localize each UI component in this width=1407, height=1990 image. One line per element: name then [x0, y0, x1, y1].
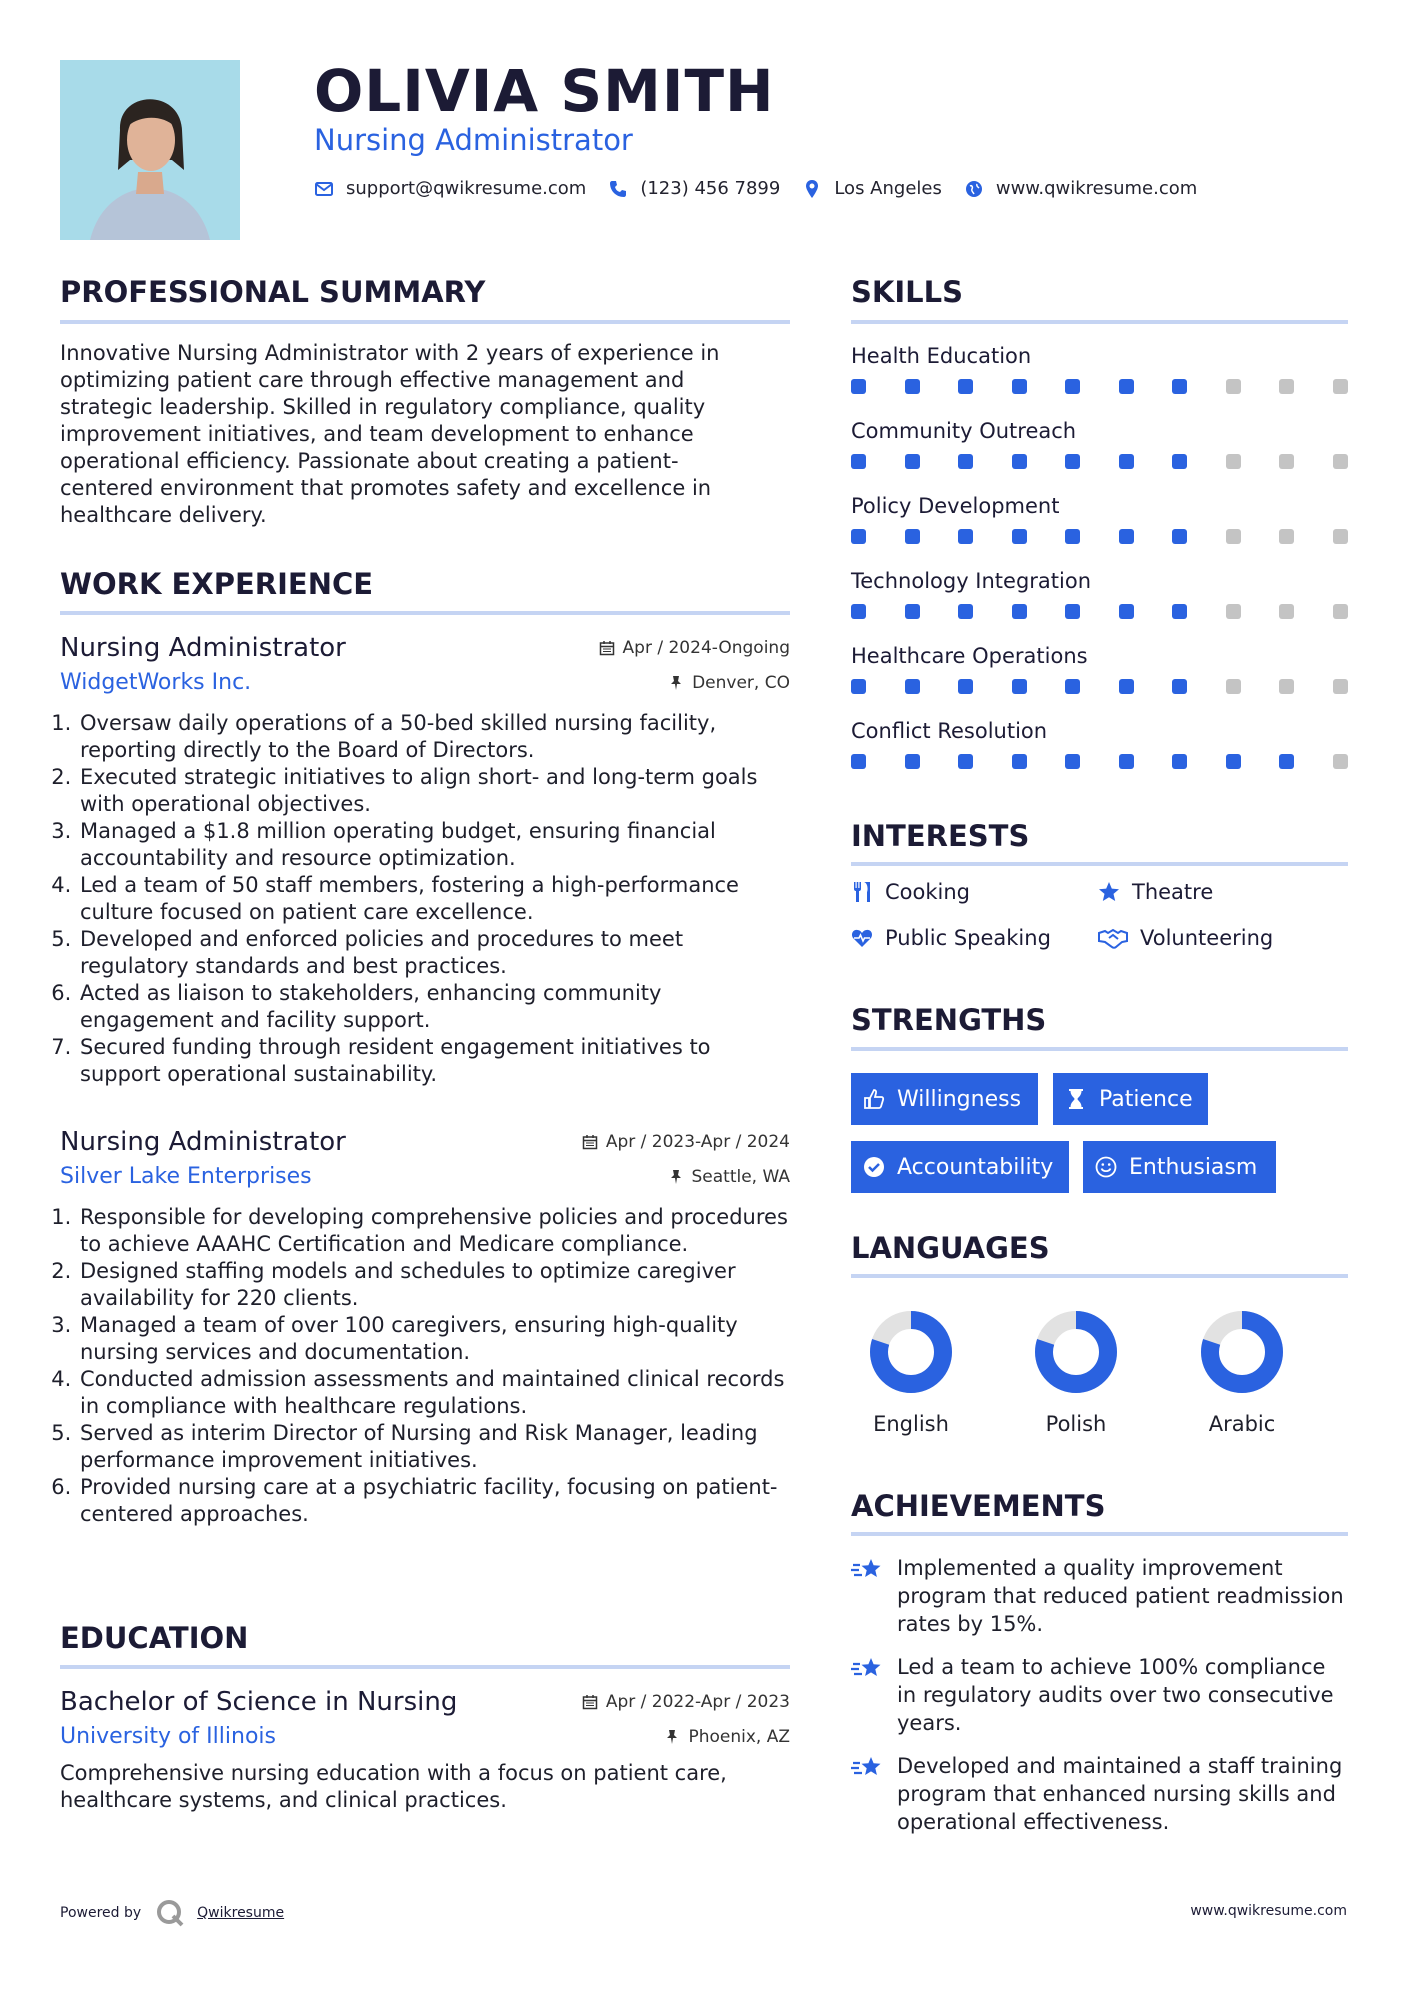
- job-location-text: Denver, CO: [692, 673, 790, 693]
- skill-dot-filled: [851, 754, 866, 769]
- skill-item: [851, 416, 1351, 469]
- skill-dot-filled: [1172, 379, 1187, 394]
- strength-badge: [1053, 1073, 1208, 1125]
- shooting-star-icon: [851, 1655, 885, 1685]
- summary-text: [60, 340, 790, 529]
- achievements-heading: ACHIEVEMENTS: [851, 1489, 1106, 1523]
- skill-dot-empty: [1333, 679, 1348, 694]
- skill-dot-filled: [958, 754, 973, 769]
- skill-dot-filled: [1226, 754, 1241, 769]
- skill-dot-filled: [1065, 529, 1080, 544]
- skill-dot-filled: [851, 454, 866, 469]
- skill-dot-filled: [958, 679, 973, 694]
- skill-dot-filled: [958, 604, 973, 619]
- skill-dot-filled: [1172, 679, 1187, 694]
- summary-line: operational efficiency. Passionate about creating a patient-: [60, 449, 679, 473]
- skill-dot-filled: [958, 529, 973, 544]
- experience-rule: [60, 611, 790, 615]
- language-item: [1016, 1307, 1136, 1439]
- skill-dot-filled: [1065, 454, 1080, 469]
- email-text: support@qwikresume.com: [346, 178, 587, 199]
- skill-dot-filled: [958, 454, 973, 469]
- candidate-name: OLIVIA SMITH: [314, 57, 775, 125]
- language-name: Polish: [1045, 1412, 1107, 1436]
- list-item: 4. Conducted admission assessments and maintained clinical records in compliance with healthcare regulations.: [78, 1366, 790, 1420]
- skill-dot-filled: [905, 754, 920, 769]
- pin-icon: [668, 675, 684, 691]
- skill-item: [851, 641, 1351, 694]
- job-entry: [60, 630, 790, 1088]
- pin-icon: [664, 1729, 680, 1745]
- skill-item: [851, 491, 1351, 544]
- job-location: [668, 673, 790, 693]
- heartbeat-icon: [851, 927, 873, 949]
- location-text: Los Angeles: [834, 178, 942, 199]
- envelope-icon: [314, 179, 334, 199]
- summary-line: centered environment that promotes safety and excellence in: [60, 476, 712, 500]
- skill-dot-empty: [1226, 679, 1241, 694]
- interest-cooking: [851, 880, 970, 904]
- skill-dot-filled: [1172, 604, 1187, 619]
- skill-dot-filled: [1012, 529, 1027, 544]
- strength-badge: [851, 1141, 1069, 1193]
- shooting-star-icon: [851, 1754, 885, 1784]
- skill-name: Technology Integration: [851, 569, 1092, 593]
- skill-dot-empty: [1226, 604, 1241, 619]
- skill-rating: [851, 754, 1348, 769]
- phone-icon: [608, 179, 628, 199]
- education-dates-text: Apr / 2022-Apr / 2023: [605, 1692, 790, 1712]
- skill-dot-empty: [1333, 379, 1348, 394]
- skill-dot-filled: [905, 679, 920, 694]
- strength-label: Accountability: [897, 1154, 1054, 1180]
- skill-dot-empty: [1279, 379, 1294, 394]
- skill-dot-empty: [1279, 529, 1294, 544]
- shooting-star-icon: [851, 1556, 885, 1586]
- skill-dot-filled: [1119, 604, 1134, 619]
- list-item: 3. Managed a $1.8 million operating budget, ensuring financial accountability and resource optimization.: [78, 818, 790, 872]
- skill-dot-filled: [1065, 604, 1080, 619]
- star-icon: [1098, 881, 1120, 903]
- hourglass-icon: [1065, 1088, 1087, 1110]
- list-item: 6. Acted as liaison to stakeholders, enhancing community engagement and facility support.: [78, 980, 790, 1034]
- skills-heading: SKILLS: [851, 275, 963, 309]
- interest-label: Theatre: [1132, 880, 1214, 904]
- footer-powered-by: [60, 1898, 284, 1928]
- skill-dot-filled: [905, 604, 920, 619]
- list-item: 1. Responsible for developing comprehensive policies and procedures to achieve AAAHC Certification and Medicare compliance.: [78, 1204, 790, 1258]
- skill-name: Conflict Resolution: [851, 719, 1048, 743]
- list-item: 2. Designed staffing models and schedules to optimize caregiver availability for 220 clients.: [78, 1258, 790, 1312]
- job-dates: [582, 1132, 790, 1152]
- qwikresume-logo-icon: [155, 1898, 185, 1928]
- job-location: [668, 1167, 791, 1187]
- list-item: 3. Managed a team of over 100 caregivers, ensuring high-quality nursing services and documentation.: [78, 1312, 790, 1366]
- job-duties: [60, 710, 790, 1088]
- education-location-text: Phoenix, AZ: [688, 1727, 790, 1747]
- skill-dot-empty: [1333, 754, 1348, 769]
- education-description: Comprehensive nursing education with a focus on patient care, healthcare systems, and clinical practices.: [60, 1761, 727, 1812]
- skill-dot-filled: [1172, 529, 1187, 544]
- interest-label: Volunteering: [1140, 926, 1274, 950]
- job-title: Nursing Administrator: [60, 633, 346, 663]
- interest-public-speaking: [851, 926, 1051, 950]
- education-entry: [60, 1684, 790, 1814]
- skill-rating: [851, 529, 1348, 544]
- smile-icon: [1095, 1156, 1117, 1178]
- contact-location: [802, 178, 942, 199]
- language-item: [851, 1307, 971, 1439]
- achievement-item: [851, 1554, 1351, 1638]
- skill-dot-empty: [1279, 679, 1294, 694]
- interests-heading: INTERESTS: [851, 819, 1030, 853]
- skill-rating: [851, 454, 1348, 469]
- skill-dot-filled: [1119, 454, 1134, 469]
- summary-heading: PROFESSIONAL SUMMARY: [60, 275, 486, 309]
- language-name: English: [873, 1412, 949, 1436]
- skill-dot-filled: [905, 454, 920, 469]
- language-name: Arabic: [1208, 1412, 1276, 1436]
- website-text: www.qwikresume.com: [995, 178, 1198, 199]
- job-dates-text: Apr / 2024-Ongoing: [622, 638, 790, 658]
- language-gauge: [1031, 1307, 1121, 1397]
- languages-heading: LANGUAGES: [851, 1231, 1050, 1265]
- map-pin-icon: [802, 179, 822, 199]
- skill-dot-filled: [905, 379, 920, 394]
- skill-name: Health Education: [851, 344, 1032, 368]
- achievement-text: Developed and maintained a staff training program that enhanced nursing skills and operational effectiveness.: [897, 1754, 1343, 1834]
- job-dates: [599, 638, 790, 658]
- skill-item: [851, 341, 1351, 394]
- skill-dot-filled: [851, 679, 866, 694]
- job-company[interactable]: Silver Lake Enterprises: [60, 1164, 312, 1189]
- skill-dot-filled: [851, 379, 866, 394]
- interest-label: Cooking: [885, 880, 970, 904]
- achievement-text: Led a team to achieve 100% compliance in regulatory audits over two consecutive years.: [897, 1655, 1334, 1735]
- achievements-rule: [851, 1532, 1348, 1536]
- education-location: [664, 1727, 790, 1747]
- job-company[interactable]: WidgetWorks Inc.: [60, 670, 252, 695]
- check-circle-icon: [863, 1156, 885, 1178]
- skill-dot-filled: [1119, 754, 1134, 769]
- summary-rule: [60, 320, 790, 324]
- skill-dot-empty: [1333, 529, 1348, 544]
- list-item: 1. Oversaw daily operations of a 50-bed skilled nursing facility, reporting directly to the Board of Directors.: [78, 710, 790, 764]
- skill-dot-filled: [958, 379, 973, 394]
- strength-badge: [1083, 1141, 1276, 1193]
- skill-dot-empty: [1333, 604, 1348, 619]
- skill-dot-filled: [1065, 679, 1080, 694]
- skill-dot-filled: [1172, 454, 1187, 469]
- job-entry: [60, 1124, 790, 1528]
- footer-site-link[interactable]: www.qwikresume.com: [1190, 1903, 1347, 1919]
- language-item: [1182, 1307, 1302, 1439]
- skill-dot-filled: [1172, 754, 1187, 769]
- list-item: 5. Developed and enforced policies and procedures to meet regulatory standards and best practices.: [78, 926, 790, 980]
- candidate-title: Nursing Administrator: [314, 123, 633, 157]
- skill-dot-empty: [1333, 454, 1348, 469]
- strengths-heading: STRENGTHS: [851, 1003, 1047, 1037]
- phone-text: (123) 456 7899: [640, 178, 781, 199]
- skill-name: Community Outreach: [851, 419, 1077, 443]
- education-rule: [60, 1665, 790, 1669]
- skill-dot-filled: [905, 529, 920, 544]
- pin-icon: [668, 1169, 684, 1185]
- calendar-icon: [599, 640, 615, 656]
- degree: Bachelor of Science in Nursing: [60, 1687, 458, 1717]
- contact-email[interactable]: [314, 178, 586, 199]
- summary-line: improvement initiatives, and team development to enhance: [60, 422, 694, 446]
- brand-link[interactable]: Qwikresume: [197, 1905, 285, 1921]
- thumbs-up-icon: [863, 1088, 885, 1110]
- summary-line: Innovative Nursing Administrator with 2 years of experience in: [60, 341, 720, 365]
- interests-rule: [851, 862, 1348, 866]
- achievement-text: Implemented a quality improvement program that reduced patient readmission rates by 15%.: [897, 1556, 1344, 1636]
- strengths-rule: [851, 1047, 1348, 1051]
- list-item: 6. Provided nursing care at a psychiatric facility, focusing on patient-centered approaches.: [78, 1474, 790, 1528]
- achievement-item: [851, 1752, 1351, 1836]
- interest-theatre: [1098, 880, 1213, 904]
- list-item: 2. Executed strategic initiatives to align short- and long-term goals with operational objectives.: [78, 764, 790, 818]
- skill-dot-filled: [1012, 379, 1027, 394]
- skill-dot-filled: [1012, 754, 1027, 769]
- strength-badge: [851, 1073, 1038, 1125]
- language-gauge: [866, 1307, 956, 1397]
- achievement-item: [851, 1653, 1351, 1737]
- skill-dot-filled: [1065, 754, 1080, 769]
- skill-item: [851, 716, 1351, 769]
- skill-dot-filled: [1279, 754, 1294, 769]
- skill-rating: [851, 379, 1348, 394]
- skill-name: Healthcare Operations: [851, 644, 1088, 668]
- job-dates-text: Apr / 2023-Apr / 2024: [605, 1132, 790, 1152]
- skill-dot-empty: [1226, 454, 1241, 469]
- calendar-icon: [582, 1134, 598, 1150]
- skill-rating: [851, 604, 1348, 619]
- profile-photo: [60, 60, 240, 240]
- education-heading: EDUCATION: [60, 1621, 249, 1655]
- skill-dot-filled: [1012, 454, 1027, 469]
- summary-line: strategic leadership. Skilled in regulatory compliance, quality: [60, 395, 706, 419]
- job-title: Nursing Administrator: [60, 1127, 346, 1157]
- skills-rule: [851, 320, 1348, 324]
- skill-dot-empty: [1279, 604, 1294, 619]
- summary-line: optimizing patient care through effective management and: [60, 368, 685, 392]
- skill-name: Policy Development: [851, 494, 1060, 518]
- strength-label: Willingness: [897, 1086, 1022, 1112]
- list-item: 5. Served as interim Director of Nursing and Risk Manager, leading performance improvement initiatives.: [78, 1420, 790, 1474]
- contact-website[interactable]: [964, 178, 1197, 199]
- languages-rule: [851, 1274, 1348, 1278]
- strength-label: Patience: [1099, 1086, 1193, 1112]
- skill-dot-filled: [1119, 679, 1134, 694]
- skill-dot-filled: [1012, 679, 1027, 694]
- language-gauge: [1197, 1307, 1287, 1397]
- skill-dot-filled: [1065, 379, 1080, 394]
- school[interactable]: University of Illinois: [60, 1724, 276, 1749]
- skill-rating: [851, 679, 1348, 694]
- powered-by-text: Powered by: [60, 1905, 142, 1921]
- education-dates: [582, 1692, 790, 1712]
- skill-dot-filled: [1119, 379, 1134, 394]
- job-location-text: Seattle, WA: [691, 1167, 790, 1187]
- skill-dot-filled: [851, 529, 866, 544]
- job-duties: [60, 1204, 790, 1528]
- skill-dot-empty: [1226, 529, 1241, 544]
- skill-dot-filled: [851, 604, 866, 619]
- skill-item: [851, 566, 1351, 619]
- skill-dot-filled: [1119, 529, 1134, 544]
- experience-heading: WORK EXPERIENCE: [60, 567, 374, 601]
- skill-dot-empty: [1279, 454, 1294, 469]
- utensils-icon: [851, 881, 873, 903]
- skill-dot-empty: [1226, 379, 1241, 394]
- summary-line: healthcare delivery.: [60, 503, 267, 527]
- contact-bar: [314, 178, 1219, 199]
- globe-icon: [964, 179, 984, 199]
- list-item: 4. Led a team of 50 staff members, fostering a high-performance culture focused on patient care excellence.: [78, 872, 790, 926]
- calendar-icon: [582, 1694, 598, 1710]
- contact-phone[interactable]: [608, 178, 780, 199]
- strength-label: Enthusiasm: [1129, 1154, 1258, 1180]
- interest-volunteering: [1098, 926, 1273, 950]
- skill-dot-filled: [1012, 604, 1027, 619]
- handshake-icon: [1098, 927, 1128, 949]
- list-item: 7. Secured funding through resident engagement initiatives to support operational sustainability.: [78, 1034, 790, 1088]
- interest-label: Public Speaking: [885, 926, 1051, 950]
